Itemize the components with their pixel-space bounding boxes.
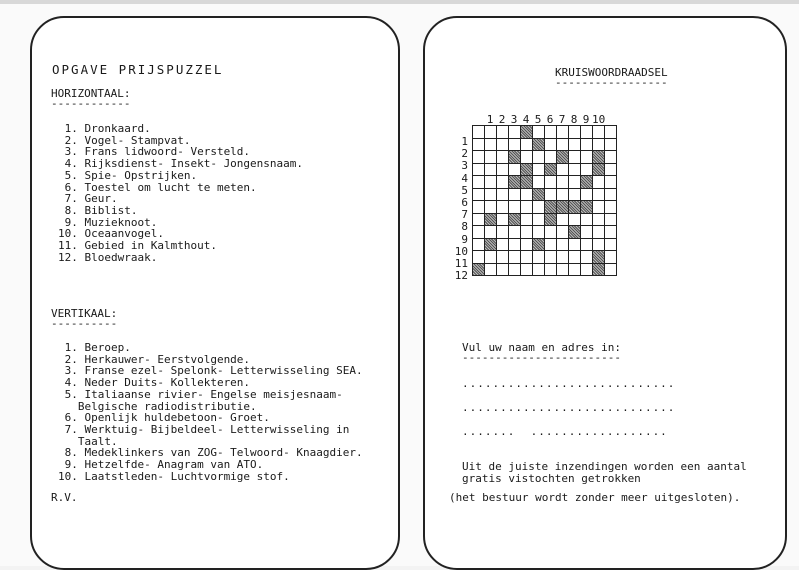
- grid-cell: [569, 126, 581, 139]
- column-number: 7: [558, 113, 566, 126]
- crossword-title: KRUISWOORDRAADSEL: [555, 66, 668, 79]
- grid-cell: [485, 151, 497, 164]
- grid-cell-black: [569, 226, 581, 239]
- clue-item: 5. Spie- Opstrijken.: [58, 168, 198, 182]
- clue-item: 7. Geur.: [58, 192, 118, 206]
- grid-cell: [557, 251, 569, 264]
- grid-cell: [605, 151, 617, 164]
- grid-cell-black: [521, 164, 533, 177]
- grid-cell: [545, 126, 557, 139]
- grid-cell: [581, 189, 593, 202]
- clue-item: 10. Laatstleden- Luchtvormige stof.: [58, 469, 290, 483]
- address-line-3: ....... ..................: [462, 425, 668, 438]
- grid-cell: [581, 226, 593, 239]
- grid-cell: [485, 201, 497, 214]
- grid-cell: [581, 264, 593, 277]
- grid-cell: [557, 226, 569, 239]
- grid-cell: [521, 151, 533, 164]
- column-number: 8: [570, 113, 578, 126]
- grid-cell: [569, 214, 581, 227]
- column-number: 1: [486, 113, 494, 126]
- grid-cell: [605, 176, 617, 189]
- grid-cell: [557, 126, 569, 139]
- grid-cell: [605, 251, 617, 264]
- grid-cell: [497, 226, 509, 239]
- column-number: 10: [592, 113, 606, 126]
- grid-cell: [497, 126, 509, 139]
- grid-cell: [605, 226, 617, 239]
- grid-cell: [509, 264, 521, 277]
- grid-cell: [497, 214, 509, 227]
- grid-cell-black: [593, 151, 605, 164]
- grid-cell: [545, 139, 557, 152]
- grid-cell: [605, 164, 617, 177]
- clue-item: Taalt.: [58, 434, 118, 448]
- prize-text-line-2: gratis vistochten getrokken: [462, 472, 641, 485]
- horizontal-clue-list: [58, 123, 303, 263]
- grid-cell-black: [521, 126, 533, 139]
- column-number: 3: [510, 113, 518, 126]
- exclusion-note: (het bestuur wordt zonder meer uitgesloten).: [449, 491, 741, 504]
- grid-cell: [473, 151, 485, 164]
- grid-cell-black: [545, 214, 557, 227]
- grid-cell-black: [581, 201, 593, 214]
- grid-cell: [521, 226, 533, 239]
- grid-cell: [545, 264, 557, 277]
- grid-cell: [533, 151, 545, 164]
- grid-cell: [509, 164, 521, 177]
- grid-cell: [593, 201, 605, 214]
- grid-cell: [485, 139, 497, 152]
- grid-cell: [473, 189, 485, 202]
- grid-cell: [533, 214, 545, 227]
- vertical-heading: VERTIKAAL:: [51, 307, 118, 320]
- grid-cell: [521, 201, 533, 214]
- grid-cell: [509, 251, 521, 264]
- grid-cell: [581, 239, 593, 252]
- grid-cell: [569, 151, 581, 164]
- page-fold: [0, 0, 799, 4]
- row-number: 9: [461, 232, 468, 246]
- grid-cell: [605, 189, 617, 202]
- grid-cell: [533, 226, 545, 239]
- grid-cell-black: [545, 201, 557, 214]
- grid-cell: [497, 139, 509, 152]
- clue-item: 3. Franse ezel- Spelonk- Letterwisseling SEA.: [58, 364, 363, 378]
- clue-item: 1. Beroep.: [58, 341, 131, 354]
- vertical-clue-list: [58, 342, 363, 482]
- grid-cell: [533, 251, 545, 264]
- grid-cell: [521, 214, 533, 227]
- grid-cell: [473, 251, 485, 264]
- grid-cell: [473, 214, 485, 227]
- clue-item: 8. Biblist.: [58, 203, 138, 217]
- grid-cell-black: [593, 264, 605, 277]
- row-number: 12: [454, 269, 468, 283]
- clue-item: 4. Rijksdienst- Insekt- Jongensnaam.: [58, 157, 304, 171]
- grid-cell: [557, 189, 569, 202]
- grid-cell: [485, 251, 497, 264]
- grid-cell: [473, 126, 485, 139]
- grid-cell-black: [485, 214, 497, 227]
- clue-item: 9. Muzieknoot.: [58, 215, 158, 229]
- clue-item: 8. Medeklinkers van ZOG- Telwoord- Knaagdier.: [58, 446, 363, 460]
- grid-cell: [509, 189, 521, 202]
- grid-cell: [557, 164, 569, 177]
- grid-cell: [509, 239, 521, 252]
- grid-cell: [569, 264, 581, 277]
- clue-item: 4. Neder Duits- Kollekteren.: [58, 376, 251, 390]
- grid-cell-black: [581, 176, 593, 189]
- horizontal-heading: HORIZONTAAL:: [51, 87, 131, 100]
- clue-item: 6. Toestel om lucht te meten.: [58, 180, 257, 194]
- grid-cell: [569, 251, 581, 264]
- grid-cell: [557, 176, 569, 189]
- vertical-heading-underline: ----------: [51, 317, 118, 330]
- grid-cell: [533, 164, 545, 177]
- grid-cell: [605, 239, 617, 252]
- grid-cell: [581, 251, 593, 264]
- grid-cell: [569, 189, 581, 202]
- grid-cell-black: [593, 164, 605, 177]
- grid-cell: [497, 151, 509, 164]
- grid-cell: [473, 164, 485, 177]
- grid-cell: [473, 201, 485, 214]
- grid-cell: [473, 239, 485, 252]
- row-number: 7: [461, 208, 468, 222]
- grid-cell: [569, 139, 581, 152]
- address-line-2: ............................: [462, 401, 676, 414]
- grid-cell: [473, 176, 485, 189]
- row-number: 3: [461, 159, 468, 173]
- grid-cell: [545, 251, 557, 264]
- clue-item: 9. Hetzelfde- Anagram van ATO.: [58, 458, 264, 472]
- row-number: 4: [461, 171, 468, 185]
- grid-cell: [521, 139, 533, 152]
- grid-cell: [485, 126, 497, 139]
- grid-cell-black: [569, 201, 581, 214]
- grid-cell-black: [533, 239, 545, 252]
- grid-cell: [533, 176, 545, 189]
- grid-cell: [485, 226, 497, 239]
- grid-cell: [545, 239, 557, 252]
- clue-item: 2. Herkauwer- Eerstvolgende.: [58, 352, 251, 366]
- grid-cell: [545, 189, 557, 202]
- signature: R.V.: [51, 491, 78, 504]
- name-address-prompt: Vul uw naam en adres in:: [462, 341, 621, 354]
- grid-cell-black: [521, 176, 533, 189]
- grid-cell-black: [593, 251, 605, 264]
- grid-cell: [581, 164, 593, 177]
- grid-cell: [473, 139, 485, 152]
- grid-cell: [497, 189, 509, 202]
- clue-item: 6. Openlijk huldebetoon- Groet.: [58, 411, 270, 425]
- crossword-grid: [472, 125, 617, 276]
- column-number: 4: [522, 113, 530, 126]
- grid-cell: [545, 151, 557, 164]
- grid-cell: [605, 201, 617, 214]
- clue-item: 11. Gebied in Kalmthout.: [58, 239, 217, 253]
- row-number: 8: [461, 220, 468, 234]
- crossword-panel: [423, 16, 787, 570]
- grid-cell-black: [557, 151, 569, 164]
- clue-item: 5. Italiaanse rivier- Engelse meisjesnaam-: [58, 387, 343, 401]
- horizontal-heading-underline: ------------: [51, 97, 131, 110]
- row-number: 5: [461, 183, 468, 197]
- grid-cell-black: [533, 139, 545, 152]
- row-number: 1: [461, 135, 468, 148]
- column-number: 6: [546, 113, 554, 126]
- grid-cell: [485, 164, 497, 177]
- grid-cell: [593, 189, 605, 202]
- grid-cell: [521, 251, 533, 264]
- grid-cell: [593, 176, 605, 189]
- grid-cell: [557, 264, 569, 277]
- grid-cell: [605, 214, 617, 227]
- grid-cell: [521, 264, 533, 277]
- grid-cell: [533, 201, 545, 214]
- crossword-title-underline: -----------------: [555, 76, 668, 89]
- column-number: 5: [534, 113, 542, 126]
- grid-cell: [605, 126, 617, 139]
- grid-cell-black: [485, 239, 497, 252]
- grid-cell: [509, 201, 521, 214]
- grid-cell: [473, 226, 485, 239]
- grid-cell: [557, 214, 569, 227]
- grid-cell: [581, 151, 593, 164]
- grid-cell: [545, 176, 557, 189]
- grid-cell: [557, 239, 569, 252]
- grid-cell: [581, 126, 593, 139]
- grid-cell: [497, 239, 509, 252]
- grid-cell: [485, 264, 497, 277]
- grid-cell: [509, 126, 521, 139]
- grid-cell: [497, 176, 509, 189]
- grid-cell: [593, 214, 605, 227]
- grid-cell: [593, 239, 605, 252]
- clue-item: 10. Oceaanvogel.: [58, 227, 164, 241]
- grid-cell: [533, 126, 545, 139]
- name-prompt-underline: ------------------------: [462, 351, 621, 364]
- grid-cell: [581, 139, 593, 152]
- clue-item: 3. Frans lidwoord- Versteld.: [58, 145, 251, 159]
- grid-cell: [569, 164, 581, 177]
- grid-cell-black: [473, 264, 485, 277]
- clue-item: Belgische radiodistributie.: [58, 399, 257, 413]
- grid-cell: [497, 251, 509, 264]
- grid-cell: [581, 214, 593, 227]
- row-number: 2: [461, 147, 468, 161]
- grid-cell-black: [509, 214, 521, 227]
- column-number: 9: [582, 113, 590, 126]
- grid-cell: [485, 176, 497, 189]
- row-number: 6: [461, 196, 468, 209]
- grid-cell: [497, 201, 509, 214]
- address-line-1: ............................: [462, 377, 676, 390]
- grid-cell: [521, 239, 533, 252]
- grid-cell: [497, 264, 509, 277]
- grid-cell: [605, 264, 617, 277]
- grid-cell: [509, 139, 521, 152]
- row-number: 11: [454, 257, 468, 270]
- grid-cell: [557, 139, 569, 152]
- clue-item: 1. Dronkaard.: [58, 122, 151, 135]
- grid-cell-black: [533, 189, 545, 202]
- grid-cell-black: [545, 164, 557, 177]
- prize-text-line-1: Uit de juiste inzendingen worden een aantal: [462, 460, 747, 473]
- puzzle-title: OPGAVE PRIJSPUZZEL: [52, 62, 224, 77]
- grid-cell: [593, 126, 605, 139]
- clue-item: 2. Vogel- Stampvat.: [58, 133, 191, 147]
- grid-cell-black: [557, 201, 569, 214]
- grid-cell: [569, 176, 581, 189]
- grid-cell: [509, 226, 521, 239]
- grid-cell: [521, 189, 533, 202]
- grid-cell: [593, 139, 605, 152]
- column-number: 2: [498, 113, 506, 126]
- clue-item: 7. Werktuig- Bijbeldeel- Letterwisseling in: [58, 422, 350, 436]
- grid-cell: [497, 164, 509, 177]
- grid-cell: [485, 189, 497, 202]
- grid-cell: [569, 239, 581, 252]
- clue-item: 12. Bloedwraak.: [58, 250, 158, 264]
- grid-cell: [545, 226, 557, 239]
- grid-cell: [605, 139, 617, 152]
- grid-cell-black: [509, 176, 521, 189]
- row-number: 10: [454, 244, 468, 258]
- grid-cell: [533, 264, 545, 277]
- grid-cell-black: [509, 151, 521, 164]
- grid-cell: [593, 226, 605, 239]
